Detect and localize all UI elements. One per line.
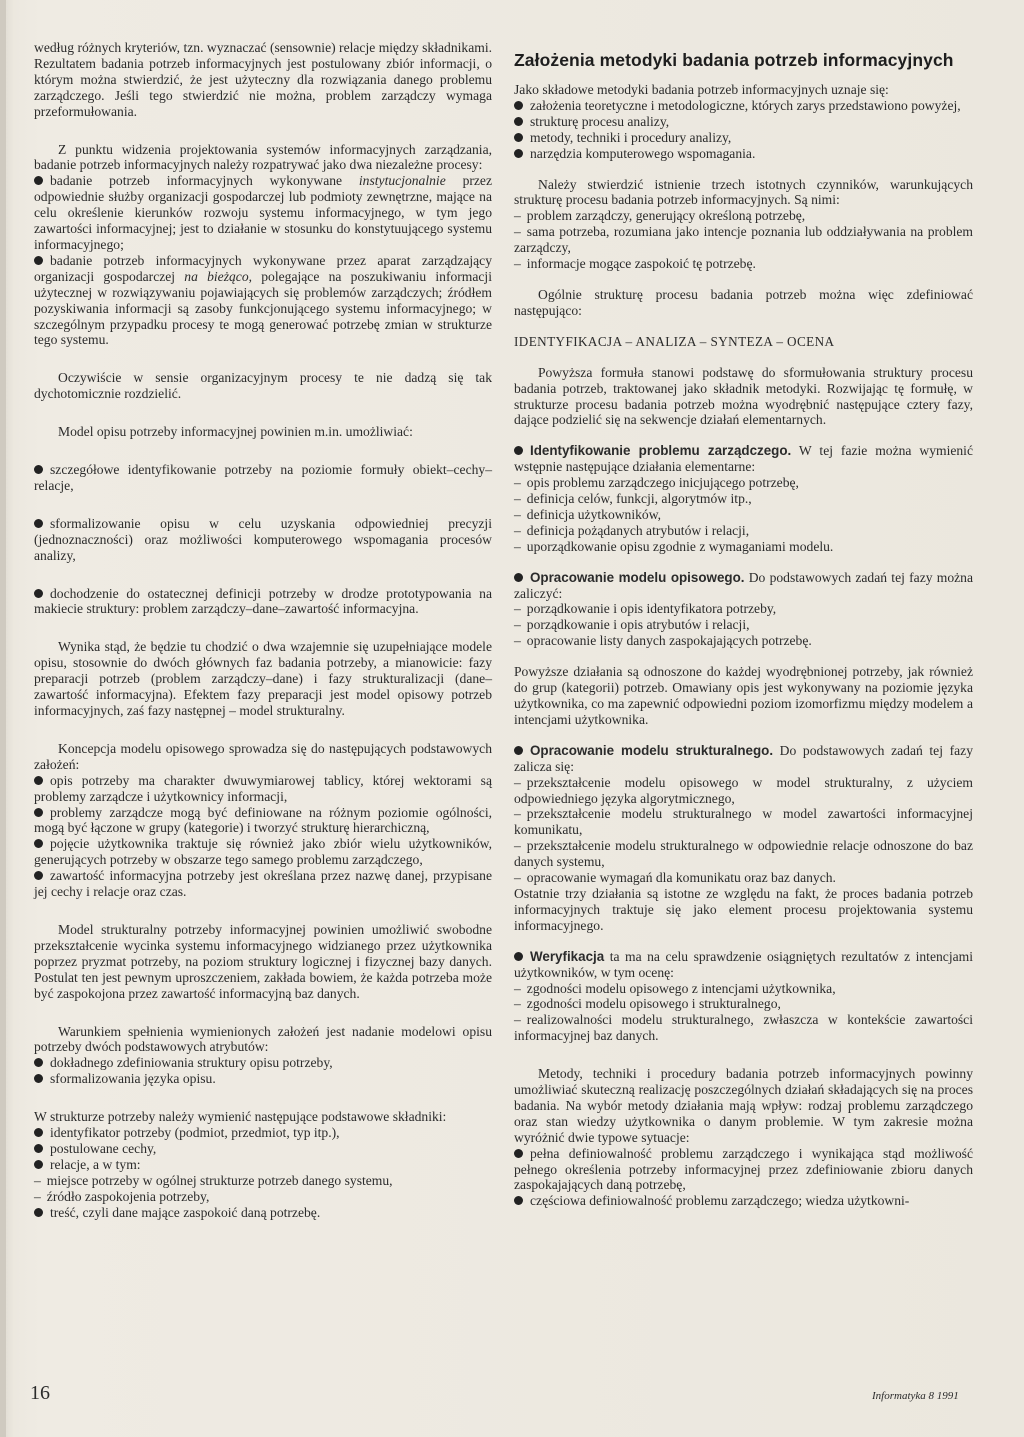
- bullet-item: szczegółowe identyfikowanie potrzeby na poziomie formuły obiekt–cechy–relacje,: [34, 462, 492, 493]
- bullet-item: sformalizowanie opisu w celu uzyskania odpowiedniej precyzji (jednoznaczności) oraz możliwości komputerowego wspomagania procesów analizy,: [34, 515, 492, 563]
- bullet-item: narzędzia komputerowego wspomagania.: [514, 146, 973, 162]
- bullet-icon: [514, 117, 523, 126]
- paragraph: Jako składowe metodyki badania potrzeb informacyjnych uznaje się:: [514, 82, 889, 97]
- right-column: [514, 50, 973, 1209]
- bullet-item: strukturę procesu analizy,: [514, 114, 973, 130]
- dash-item: – miejsce potrzeby w ogólnej strukturze potrzeb danego systemu,: [34, 1172, 393, 1188]
- dash-item: – zgodności modelu opisowego z intencjami użytkownika,: [514, 980, 836, 996]
- bullet-icon: [514, 573, 523, 582]
- bullet-icon: [34, 776, 43, 785]
- bullet-item: treść, czyli dane mające zaspokoić daną potrzebę.: [34, 1205, 492, 1221]
- bullet-item: zawartość informacyjna potrzeby jest określana przez nazwę danej, przypisane jej cechy i relacje oraz czas.: [34, 868, 492, 900]
- bullet-icon: [514, 1149, 523, 1158]
- dash-item: – opracowanie listy danych zaspokajających potrzebę.: [514, 633, 812, 649]
- dash-item: – przekształcenie modelu strukturalnego w odpowiednie relacje odnoszone do baz danych systemu,: [514, 838, 973, 870]
- page-number: 16: [30, 1382, 50, 1404]
- dash-item: – opis problemu zarządczego inicjującego potrzebę,: [514, 475, 799, 491]
- bullet-icon: [514, 446, 523, 455]
- bullet-item: badanie potrzeb informacyjnych wykonywane przez aparat zarządzający organizacji gospodarczej na bieżąco, polegające na poszukiwaniu informacji użytecznej w rozwiązywaniu pojawiających się problemów zarządczych; źródłem pozyskiwania informacji są zasoby funkcjonującego systemu informacyjnego; w szczególnym przypadku procesy te mogą generować potrzebę zmian w strukturze tego systemu.: [34, 252, 492, 348]
- bullet-icon: [34, 1128, 43, 1137]
- paragraph: Warunkiem spełnienia wymienionych założeń jest nadanie modelowi opisu potrzeby dwóch podstawowych atrybutów:: [34, 1023, 492, 1055]
- bullet-icon: [34, 808, 43, 817]
- phase-descriptive-model: Opracowanie modelu opisowego. Do podstawowych zadań tej fazy można zaliczyć:: [514, 569, 973, 601]
- dash-item: – problem zarządczy, generujący określoną potrzebę,: [514, 208, 806, 224]
- paragraph: Powyższe działania są odnoszone do każdej wyodrębnionej potrzeby, jak również do grup (kategorii) potrzeb. Omawiany opis jest wykonywany na poziomie języka użytkownika, co ma zapewnić odpowiedni poziom izomorfizmu między modelem a intencjami użytkownika.: [514, 664, 973, 727]
- section-heading: Założenia metodyki badania potrzeb informacyjnych: [514, 50, 954, 70]
- phase-verification: Weryfikacja ta ma na celu sprawdzenie osiągniętych rezultatów z intencjami użytkowników, w tym ocenę:: [514, 948, 973, 980]
- bullet-item: częściowa definiowalność problemu zarządczego; wiedza użytkowni-: [514, 1193, 973, 1209]
- bullet-item: identyfikator potrzeby (podmiot, przedmiot, typ itp.),: [34, 1125, 492, 1141]
- bullet-item: sformalizowania języka opisu.: [34, 1071, 492, 1087]
- bullet-item: pojęcie użytkownika traktuje się również jako zbiór wielu użytkowników, generujących potrzeby w obszarze tego samego problemu zarządczego,: [34, 836, 492, 868]
- paragraph: W strukturze potrzeby należy wymienić następujące podstawowe składniki:: [34, 1109, 447, 1125]
- dash-item: – uporządkowanie opisu zgodnie z wymaganiami modelu.: [514, 538, 834, 554]
- bullet-item: pełna definiowalność problemu zarządczego i wynikająca stąd możliwość pełnego określenia potrzeby informacyjnej przez zdefiniowanie zbioru danych zaspokajających daną potrzebę,: [514, 1145, 973, 1193]
- paragraph: Należy stwierdzić istnienie trzech istotnych czynników, warunkujących strukturę procesu badania potrzeb informacyjnych. Są nimi:: [514, 176, 973, 208]
- dash-item: – źródło zaspokojenia potrzeby,: [34, 1188, 210, 1204]
- dash-item: – opracowanie wymagań dla komunikatu oraz baz danych.: [514, 870, 836, 886]
- bullet-item: dokładnego zdefiniowania struktury opisu potrzeby,: [34, 1055, 492, 1071]
- bullet-icon: [34, 176, 43, 185]
- dash-item: – realizowalności modelu strukturalnego, zwłaszcza w kontekście zawartości informacyjnej baz danych.: [514, 1012, 973, 1044]
- paragraph: Wynika stąd, że będzie tu chodzić o dwa wzajemnie się uzupełniające modele opisu, stosownie do dwóch głównych faz badania potrzeby, a mianowicie: fazy preparacji potrzeb (problem zarządczy–dane) i fazy strukturalizacji (dane–zawartość informacyjna). Efektem fazy preparacji jest model opisowy potrzeb informacyjnych, zaś fazy następnej – model strukturalny.: [34, 639, 492, 718]
- bullet-icon: [34, 1074, 43, 1083]
- dash-item: – sama potrzeba, rozumiana jako intencje poznania lub oddziaływania na problem zarządczy,: [514, 224, 973, 256]
- bullet-item: postulowane cechy,: [34, 1141, 492, 1157]
- paragraph: Model opisu potrzeby informacyjnej powinien m.in. umożliwiać:: [58, 424, 413, 440]
- bullet-item: relacje, a w tym:: [34, 1157, 492, 1173]
- bullet-icon: [34, 465, 43, 474]
- bullet-icon: [514, 746, 523, 755]
- paragraph: Model strukturalny potrzeby informacyjnej powinien umożliwić swobodne przekształcenie wycinka systemu informacyjnego widzianego przez użytkownika poprzez pryzmat potrzeby, na poziom struktury logicznej i fizycznej bazy danych. Postulat ten jest pewnym uproszczeniem, zakłada bowiem, że każda potrzeba może być zaspokojona przez zawartość informacyjną baz danych.: [34, 921, 492, 1001]
- dash-item: – porządkowanie i opis atrybutów i relacji,: [514, 617, 750, 633]
- paragraph: Koncepcja modelu opisowego sprowadza się do następujących podstawowych założeń:: [34, 740, 492, 772]
- bullet-item: opis potrzeby ma charakter dwuwymiarowej tablicy, której wektorami są problemy zarządcze i użytkownicy informacji,: [34, 772, 492, 804]
- bullet-icon: [34, 256, 43, 265]
- dash-item: – informacje mogące zaspokoić tę potrzebę.: [514, 256, 756, 272]
- dash-item: – definicja pożądanych atrybutów i relacji,: [514, 522, 750, 538]
- bullet-icon: [34, 1208, 43, 1217]
- dash-item: – przekształcenie modelu opisowego w model strukturalny, z użyciem odpowiedniego języka algorytmicznego,: [514, 774, 973, 806]
- dash-item: – definicja celów, funkcji, algorytmów itp.,: [514, 491, 752, 507]
- formula: IDENTYFIKACJA – ANALIZA – SYNTEZA – OCENA: [514, 333, 835, 349]
- bullet-icon: [34, 871, 43, 880]
- paragraph: Ogólnie strukturę procesu badania potrzeb można więc zdefiniować następująco:: [514, 286, 973, 318]
- paragraph: Powyższa formuła stanowi podstawę do sformułowania struktury procesu badania potrzeb, traktowanej jako składnik metodyki. Rozwijając tę formułę, w strukturze procesu badania potrzeb można wyodrębnić następujące cztery fazy, dające podzielić się na sekwencje działań elementarnych.: [514, 364, 973, 428]
- bullet-icon: [514, 101, 523, 110]
- dash-item: – zgodności modelu opisowego i strukturalnego,: [514, 996, 781, 1012]
- dash-item: – definicja użytkowników,: [514, 506, 662, 522]
- phase-structural-model: Opracowanie modelu strukturalnego. Do podstawowych zadań tej fazy zalicza się:: [514, 742, 973, 774]
- bullet-icon: [34, 839, 43, 848]
- paragraph: Metody, techniki i procedury badania potrzeb informacyjnych powinny umożliwiać skuteczną realizację poszczególnych działań składających się na proces badania. Na wybór metody działania mają wpływ: rodzaj problemu zarządczego oraz stan wiedzy użytkownika o danym problemie. W tym zakresie można wyróżnić dwie typowe sytuacje:: [514, 1066, 973, 1145]
- bullet-item: badanie potrzeb informacyjnych wykonywane instytucjonalnie przez odpowiednie służby organizacji gospodarczej lub podmioty zewnętrzne, mające na celu określenie kierunków rozwoju systemu informacyjnego, w tym jego zawartości informacyjnej; jest to działanie w stosunku do konstytuującego systemu informacyjnego;: [34, 173, 493, 252]
- bullet-icon: [34, 589, 43, 598]
- left-column: [34, 40, 492, 1220]
- bullet-icon: [34, 1144, 43, 1153]
- paragraph: według różnych kryteriów, tzn. wyznaczać (sensownie) relacje między składnikami. Rezultatem badania potrzeb informacyjnych jest postulowany zbiór informacji, o którym można stwierdzić, że jest użyteczny dla rozwiązania danego problemu zarządczego. Jeśli tego stwierdzić nie można, problem zarządczy wymaga przeformułowania.: [34, 40, 492, 119]
- binding-edge: [0, 0, 6, 1437]
- bullet-item: założenia teoretyczne i metodologiczne, których zarys przedstawiono powyżej,: [514, 98, 973, 114]
- bullet-item: problemy zarządcze mogą być definiowane na różnym poziomie ogólności, mogą być łączone w grupy (kategorie) i tworzyć strukturę hierarchiczną,: [34, 804, 492, 836]
- journal-footer: Informatyka 8 1991: [872, 1390, 959, 1402]
- bullet-icon: [34, 1160, 43, 1169]
- paragraph: Oczywiście w sensie organizacyjnym procesy te nie dadzą się tak dychotomicznie rozdzielić.: [34, 370, 492, 402]
- bullet-icon: [34, 1058, 43, 1067]
- bullet-item: metody, techniki i procedury analizy,: [514, 130, 973, 146]
- bullet-icon: [514, 133, 523, 142]
- paragraph: Z punktu widzenia projektowania systemów informacyjnych zarządzania, badanie potrzeb informacyjnych należy rozpatrywać jako dwa niezależne procesy:: [34, 141, 492, 173]
- bullet-icon: [514, 952, 523, 961]
- bullet-icon: [34, 519, 43, 528]
- paragraph: Ostatnie trzy działania są istotne ze względu na fakt, że proces badania potrzeb informacyjnych traktuje się jako element procesu projektowania systemu informacyjnego.: [514, 885, 973, 933]
- bullet-item: dochodzenie do ostatecznej definicji potrzeby w drodze prototypowania na makiecie struktury: problem zarządczy–dane–zawartość informacyjna.: [34, 585, 492, 617]
- dash-item: – przekształcenie modelu strukturalnego w model zawartości informacyjnej komunikatu,: [514, 806, 973, 838]
- bullet-icon: [514, 149, 523, 158]
- bullet-icon: [514, 1196, 523, 1205]
- phase-identification: Identyfikowanie problemu zarządczego. W tej fazie można wymienić wstępnie następujące działania elementarne:: [514, 443, 973, 475]
- dash-item: – porządkowanie i opis identyfikatora potrzeby,: [514, 601, 777, 617]
